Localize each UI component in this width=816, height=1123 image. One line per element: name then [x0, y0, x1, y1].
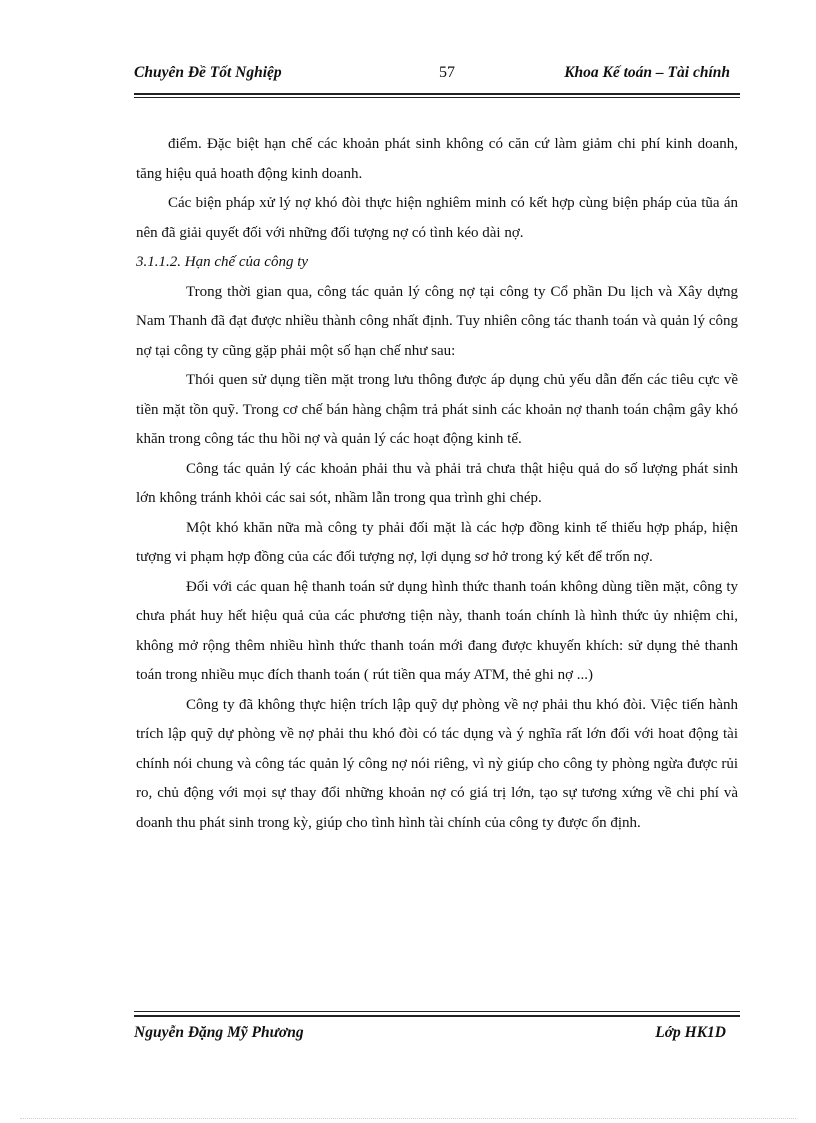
page-footer	[134, 1024, 740, 1048]
footer-rule-top	[134, 1011, 740, 1012]
paragraph-2: Các biện pháp xử lý nợ khó đòi thực hiện nghiêm minh có kết hợp cùng biện pháp của tũa án nên đã giải quyết đối với những đối tượng nợ có tình kéo dài nợ.	[136, 195, 738, 241]
header-document-title: Chuyên Đề Tốt Nghiệp	[134, 64, 282, 81]
paragraph-8: Công ty đã không thực hiện trích lập quỹ dự phòng về nợ phải thu khó đòi. Việc tiến hành trích lập quỹ dự phòng về nợ phải thu khó đòi có tác dụng và ý nghĩa rất lớn đối với hoat động tài chính nói chung và công tác quản lý công nợ nói riêng, vì nỳ giúp cho công ty phòng ngừa được rủi ro, chủ động với mọi sự thay đổi những khoản nợ có giá trị lớn, tạo sự tương xứng về chi phí và doanh thu phát sinh trong kỳ, giúp cho tình hình tài chính của công ty được ổn định.	[136, 696, 738, 831]
body-text	[136, 130, 738, 838]
header-department: Khoa Kế toán – Tài chính	[564, 64, 730, 81]
paragraph-1: điểm. Đặc biệt hạn chế các khoản phát sinh không có căn cứ làm giảm chi phí kinh doanh, tăng hiệu quả hoath động kinh doanh.	[136, 136, 738, 182]
paragraph-5: Công tác quản lý các khoản phải thu và phải trả chưa thật hiệu quả do số lượng phát sinh lớn không tránh khỏi các sai sót, nhầm lẫn trong qua trình ghi chép.	[136, 460, 738, 506]
page-edge-divider	[20, 1118, 796, 1119]
footer-author: Nguyễn Đặng Mỹ Phương	[134, 1024, 304, 1041]
paragraph-3: Trong thời gian qua, công tác quản lý công nợ tại công ty Cổ phần Du lịch và Xây dựng Nam Thanh đã đạt được nhiều thành công nhất định. Tuy nhiên công tác thanh toán và quản lý công nợ tại công ty cũng gặp phải một số hạn chế như sau:	[136, 283, 738, 359]
footer-rule-bottom	[134, 1015, 740, 1017]
paragraph-6: Một khó khăn nữa mà công ty phải đối mặt là các hợp đồng kinh tế thiếu hợp pháp, hiện tượng vi phạm hợp đồng của các đối tượng nợ, lợi dụng sơ hở trong ký kết để trốn nợ.	[136, 519, 738, 565]
page-header	[134, 62, 740, 86]
header-rule-top	[134, 93, 740, 95]
section-heading: 3.1.1.2. Hạn chế của công ty	[136, 254, 309, 270]
paragraph-7: Đối với các quan hệ thanh toán sử dụng hình thức thanh toán không dùng tiền mặt, công ty chưa phát huy hết hiệu quả của các phương tiện này, thanh toán chính là hình thức ủy nhiệm chi, không mở rộng thêm nhiều hình thức thanh toán mới đang được khuyến khích: sử dụng thẻ thanh toán trong nhiều mục đích thanh toán ( rút tiền qua máy ATM, thẻ ghi nợ ...)	[136, 578, 738, 683]
paragraph-4: Thói quen sử dụng tiền mặt trong lưu thông được áp dụng chủ yếu dẫn đến các tiêu cực về tiền mặt tồn quỹ. Trong cơ chế bán hàng chậm trả phát sinh các khoản nợ thanh toán chậm gây khó khăn trong công tác thu hồi nợ và quản lý các hoạt động kinh tế.	[136, 372, 738, 447]
header-rule-bottom	[134, 97, 740, 98]
header-page-number: 57	[439, 64, 455, 81]
footer-class: Lớp HK1D	[655, 1024, 726, 1041]
